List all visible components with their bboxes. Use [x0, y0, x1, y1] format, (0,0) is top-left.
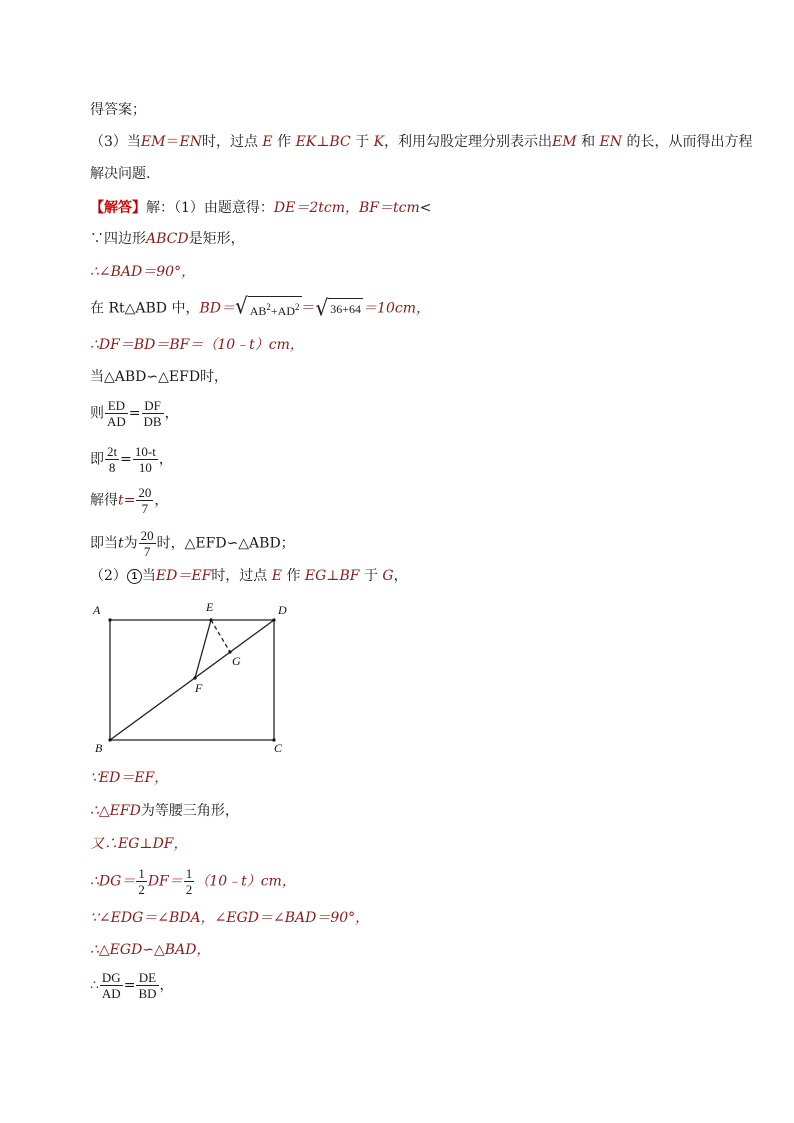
text-line-4: 【解答】解：（1）由题意得：DE＝2tcm，BF＝tcm< — [90, 200, 432, 216]
text-line-9: 当△ABD∽△EFD时， — [90, 369, 229, 385]
segment-ef — [195, 620, 211, 678]
point-e — [209, 618, 212, 621]
text-line-2: （3）当EM＝EN时，过点 E 作 EK⊥BC 于 K，利用勾股定理分别表示出EM 和 EN 的长，从而得出方程 — [90, 134, 753, 150]
fraction-10-t-10: $\frac{10-t}{10}$ — [134, 444, 156, 475]
label-c: C — [274, 741, 283, 755]
fraction-2t-8: $\frac{2t}{8}$ — [107, 444, 118, 475]
fraction-ed-ad: $\frac{ED}{AD}$ — [107, 398, 126, 429]
text-line-17: 又∴EG⊥DF， — [90, 836, 188, 852]
label-e: E — [206, 600, 214, 614]
text-line-13: 即当t为 $\frac{20}{7}$ 时，△EFD∽△ABD； — [90, 528, 295, 559]
fraction-20-7-b: $\frac{20}{7}$ — [140, 528, 154, 559]
text-line-8: ∴DF＝BD＝BF＝（10﹣t）cm， — [90, 337, 304, 353]
point-b — [108, 738, 111, 741]
point-d — [272, 618, 275, 621]
sqrt-ab-ad: √ $AB^2+AD^2$ — [234, 292, 300, 320]
fraction-1-2-a: $\frac{1}{2}$ — [138, 866, 145, 897]
text-line-11: 即 $\frac{2t}{8}$ = $\frac{10-t}{10}$ ， — [90, 444, 173, 475]
label-f: F — [195, 681, 203, 695]
rectangle-abcd — [110, 620, 274, 740]
text-line-14: （2） 1 当ED＝EF时，过点 E 作 EG⊥BF 于 G， — [90, 568, 408, 584]
answer-bracket: 【解答】 — [90, 200, 146, 216]
text-line-12: 解得t= $\frac{20}{7}$ ， — [90, 485, 169, 516]
sqrt-36-64: √ 36+64 — [315, 294, 362, 322]
diagonal-bd — [110, 620, 274, 740]
fraction-df-db: $\frac{DF}{DB}$ — [143, 398, 162, 429]
fraction-20-7: $\frac{20}{7}$ — [138, 485, 152, 516]
label-d: D — [278, 603, 287, 617]
fraction-dg-ad: $\frac{DG}{AD}$ — [101, 970, 121, 1001]
text-line-21: ∴ $\frac{DG}{AD}$ = $\frac{DE}{BD}$ ， — [90, 970, 174, 1001]
geometry-figure — [85, 595, 295, 760]
text-line-6: ∴∠BAD＝90°， — [90, 264, 196, 280]
label-g: G — [232, 654, 241, 668]
text-line-10: 则 $\frac{ED}{AD}$ = $\frac{DF}{DB}$ ， — [90, 398, 179, 429]
point-a — [108, 618, 111, 621]
text-line-19: ∵∠EDG＝∠BDA，∠EGD＝∠BAD＝90°， — [90, 910, 370, 926]
text-line-16: ∴△EFD为等腰三角形， — [90, 803, 239, 819]
segment-eg-dashed — [211, 620, 230, 652]
label-a: A — [93, 603, 101, 617]
label-b: B — [95, 741, 103, 755]
text-line-20: ∴△EGD∽△BAD， — [90, 942, 211, 958]
text-line-7: 在 Rt△ABD 中，BD＝√ $AB^2+AD^2$ ＝√ 36+64 ＝10cm， — [90, 292, 430, 322]
text-line-1: 得答案； — [90, 102, 146, 118]
text-line-3: 解决问题． — [90, 166, 160, 182]
fraction-de-bd: $\frac{DE}{BD}$ — [138, 970, 157, 1001]
point-f — [193, 676, 196, 679]
text-line-15: ∵ED＝EF， — [90, 770, 169, 786]
text-line-5: ∵四边形ABCD是矩形， — [90, 231, 245, 247]
circled-number: 1 — [127, 569, 142, 584]
text-line-18: ∴DG＝ $\frac{1}{2}$ DF＝ $\frac{1}{2}$ （10﹣t）cm， — [90, 866, 296, 897]
fraction-1-2-b: $\frac{1}{2}$ — [185, 866, 193, 897]
